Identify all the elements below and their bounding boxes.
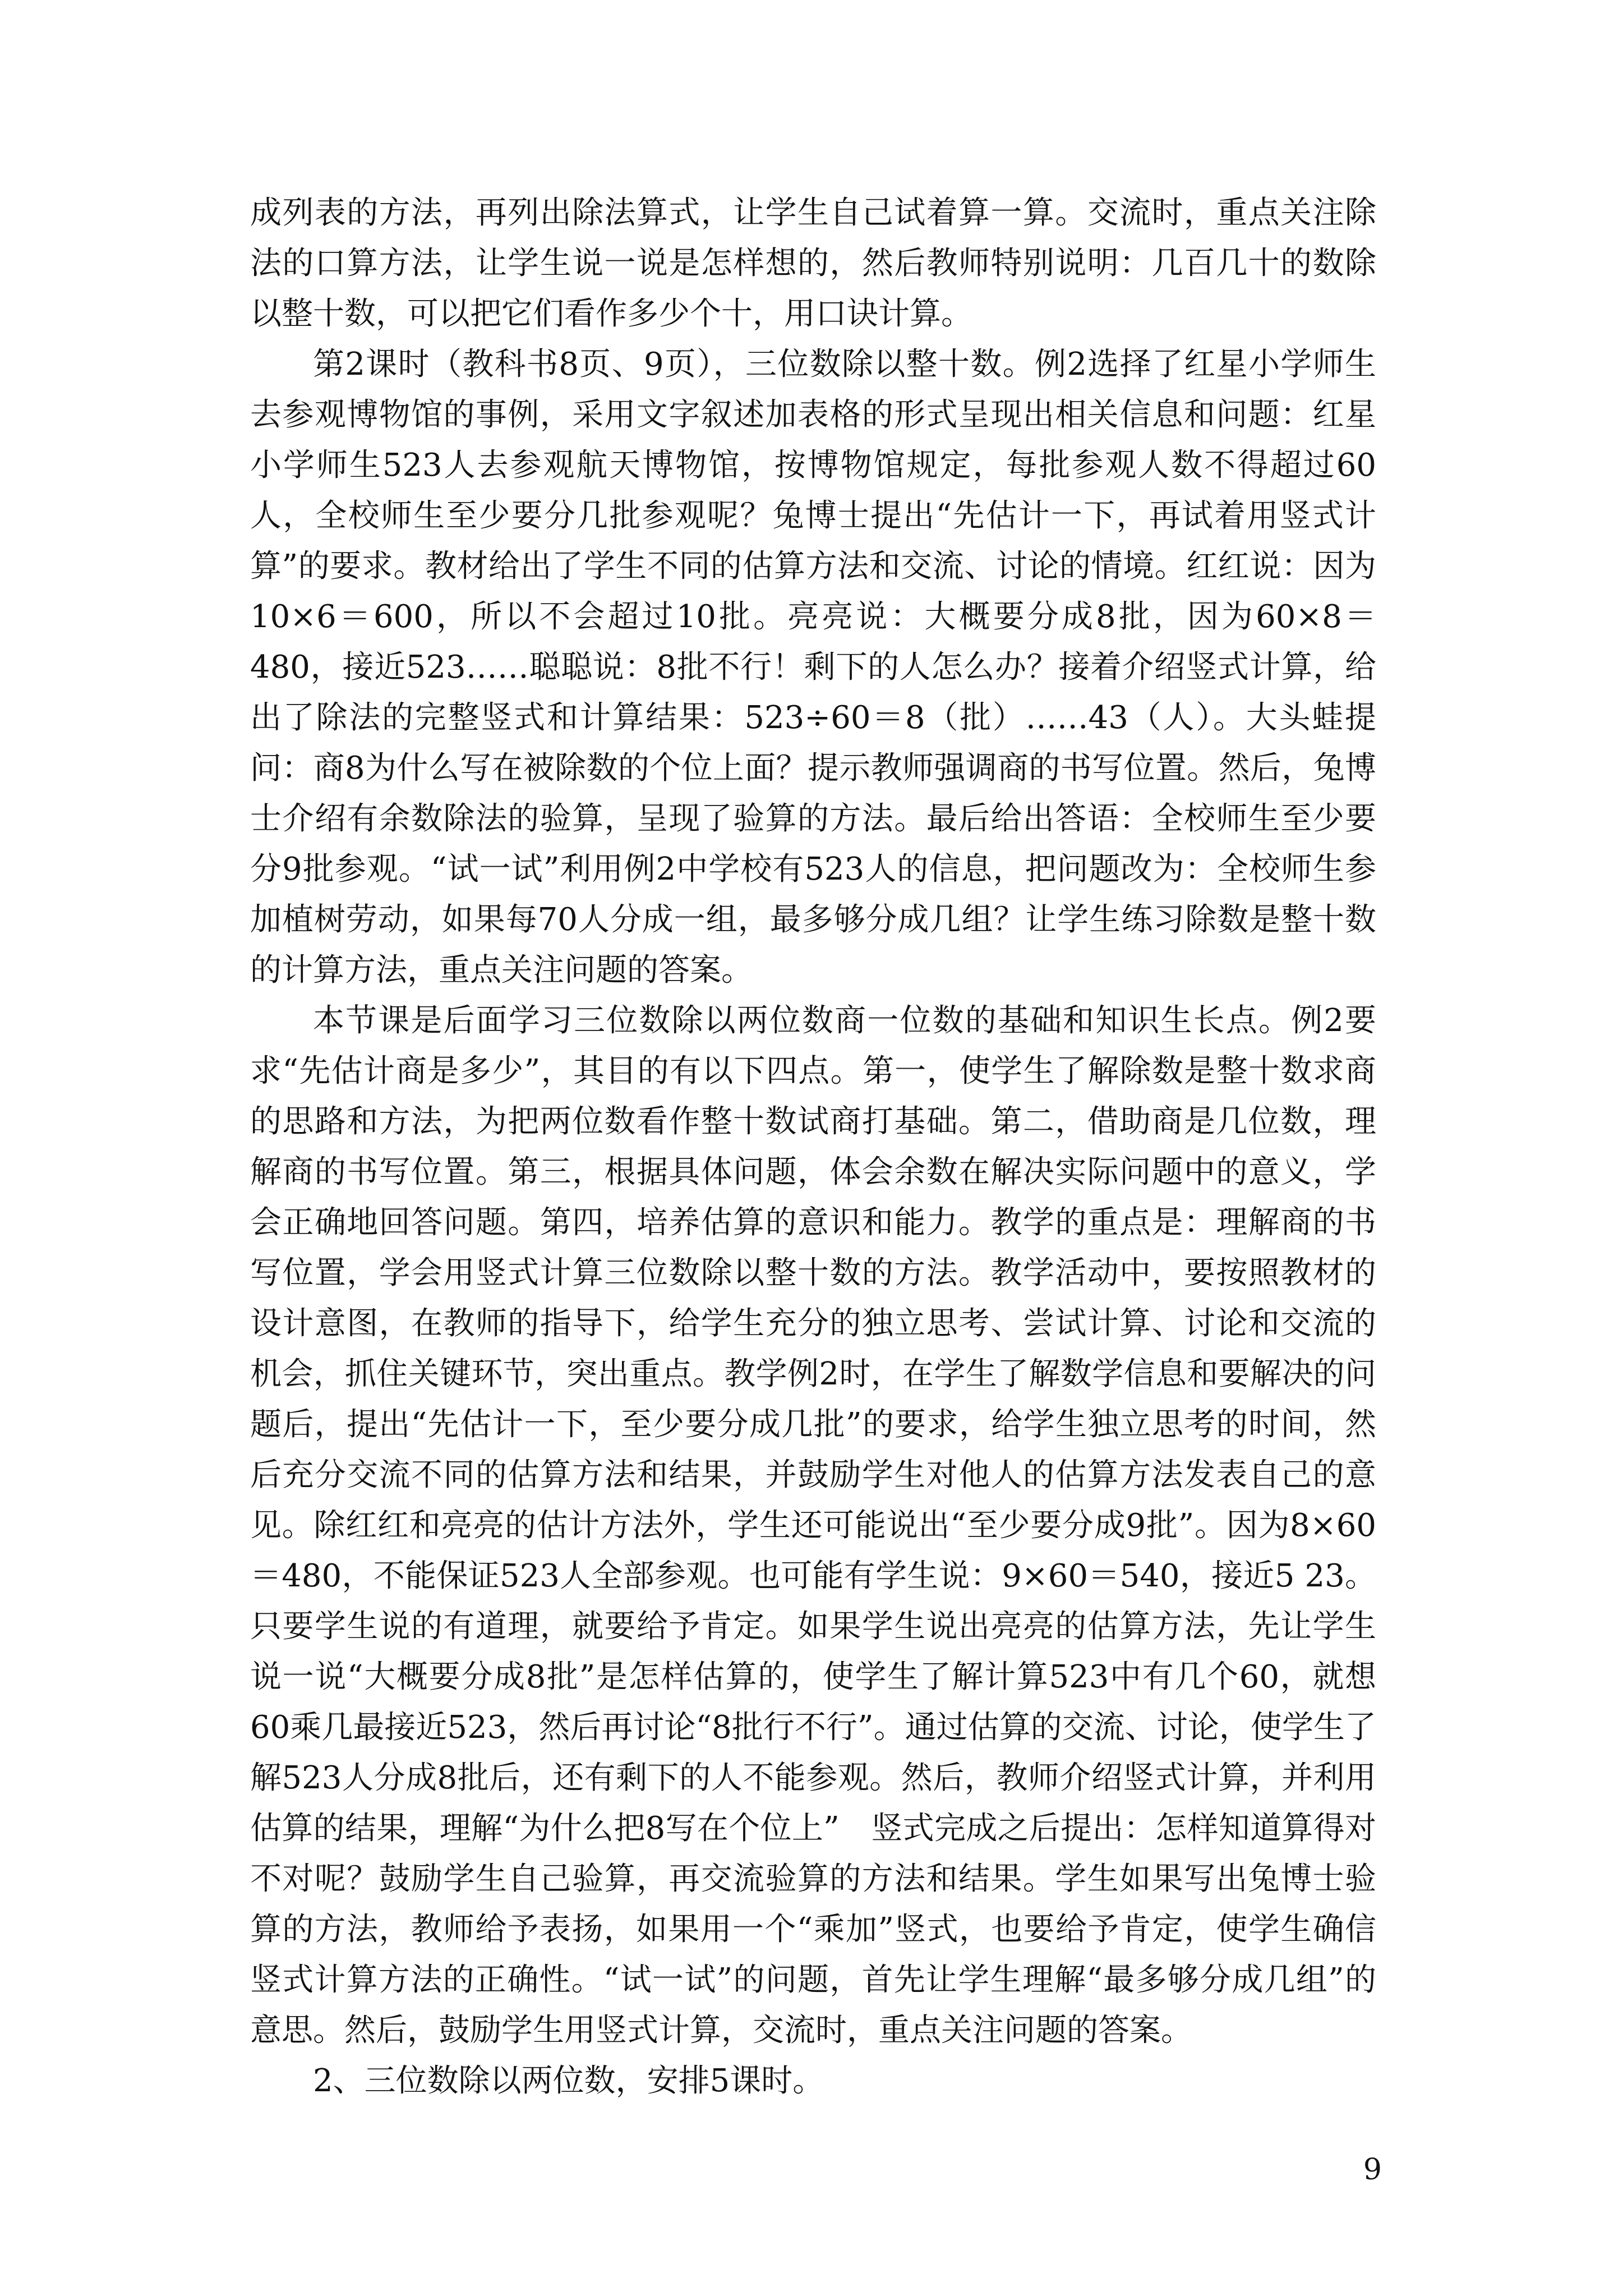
- body-text: [250, 188, 1376, 2106]
- paragraph-lesson-2: 第2课时（教科书8页、9页），三位数除以整十数。例2选择了红星小学师生去参观博物馆的事例，采用文字叙述加表格的形式呈现出相关信息和问题：红星小学师生523人去参观航天博物馆，按博物馆规定，每批参观人数不得超过60人，全校师生至少要分几批参观呢？兔博士提出“先估计一下，再试着用竖式计算”的要求。教材给出了学生不同的估算方法和交流、讨论的情境。红红说：因为10×6＝600，所以不会超过10批。亮亮说：大概要分成8批，因为60×8＝480，接近523……聪聪说：8批不行！剩下的人怎么办？接着介绍竖式计算，给出了除法的完整竖式和计算结果：523÷60＝8（批）……43（人）。大头蛙提问：商8为什么写在被除数的个位上面？提示教师强调商的书写位置。然后，兔博士介绍有余数除法的验算，呈现了验算的方法。最后给出答语：全校师生至少要分9批参观。“试一试”利用例2中学校有523人的信息，把问题改为：全校师生参加植树劳动，如果每70人分成一组，最多够分成几组？让学生练习除数是整十数的计算方法，重点关注问题的答案。: [250, 346, 1376, 988]
- paragraph-continued: 成列表的方法，再列出除法算式，让学生自己试着算一算。交流时，重点关注除法的口算方法，让学生说一说是怎样想的，然后教师特别说明：几百几十的数除以整十数，可以把它们看作多少个十，用口诀计算。: [250, 195, 1376, 332]
- page-number: 9: [1363, 2153, 1382, 2187]
- paragraph-lesson-analysis: 本节课是后面学习三位数除以两位数商一位数的基础和知识生长点。例2要求“先估计商是多少”，其目的有以下四点。第一，使学生了解除数是整十数求商的思路和方法，为把两位数看作整十数试商打基础。第二，借助商是几位数，理解商的书写位置。第三，根据具体问题，体会余数在解决实际问题中的意义，学会正确地回答问题。第四，培养估算的意识和能力。教学的重点是：理解商的书写位置，学会用竖式计算三位数除以整十数的方法。教学活动中，要按照教材的设计意图，在教师的指导下，给学生充分的独立思考、尝试计算、讨论和交流的机会，抓住关键环节，突出重点。教学例2时，在学生了解数学信息和要解决的问题后，提出“先估计一下，至少要分成几批”的要求，给学生独立思考的时间，然后充分交流不同的估算方法和结果，并鼓励学生对他人的估算方法发表自己的意见。除红红和亮亮的估计方法外，学生还可能说出“至少要分成9批”。因为8×60＝480，不能保证523人全部参观。也可能有学生说：9×60＝540，接近5 23。只要学生说的有道理，就要给予肯定。如果学生说出亮亮的估算方法，先让学生说一说“大概要分成8批”是怎样估算的，使学生了解计算523中有几个60，就想60乘几最接近523，然后再讨论“8批行不行”。通过估算的交流、讨论，使学生了解523人分成8批后，还有剩下的人不能参观。然后，教师介绍竖式计算，并利用估算的结果，理解“为什么把8写在个位上” 竖式完成之后提出：怎样知道算得对不对呢？鼓励学生自己验算，再交流验算的方法和结果。学生如果写出兔博士验算的方法，教师给予表扬，如果用一个“乘加”竖式，也要给予肯定，使学生确信竖式计算方法的正确性。“试一试”的问题，首先让学生理解“最多够分成几组”的意思。然后，鼓励学生用竖式计算，交流时，重点关注问题的答案。: [250, 1002, 1377, 2049]
- paragraph-section-heading: 2、三位数除以两位数，安排5课时。: [313, 2063, 824, 2099]
